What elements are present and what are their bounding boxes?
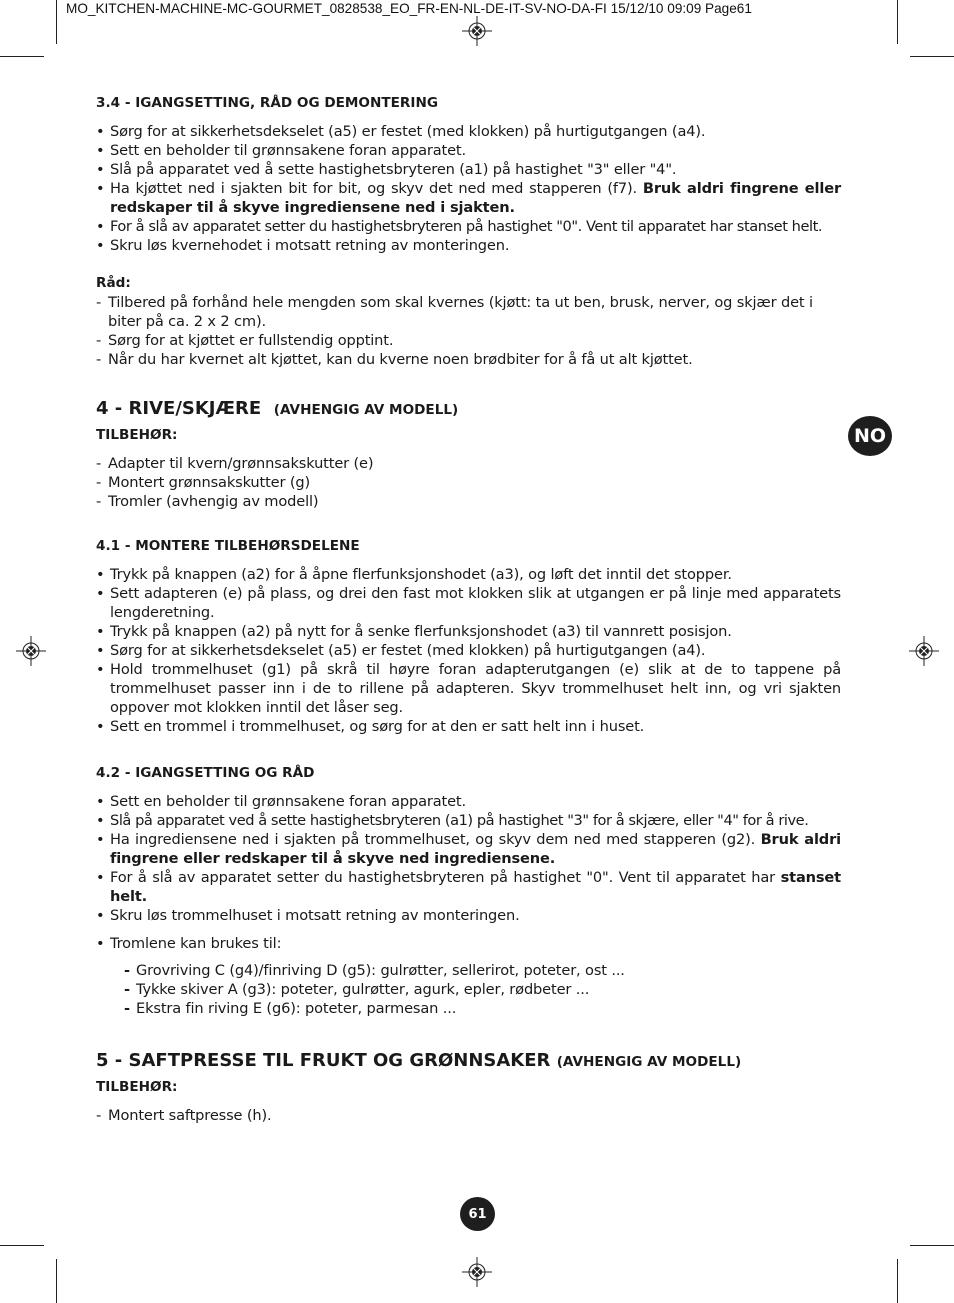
page-number: 61 <box>460 1197 495 1231</box>
list-item-text: Ha ingrediensene ned i sjakten på trommelhuset, og skyv dem ned med stapperen (g2). <box>110 831 761 848</box>
list-item-text: Ha kjøttet ned i sjakten bit for bit, og skyv det ned med stapperen (f7). <box>110 180 643 197</box>
section-5-title-note: (AVHENGIG AV MODELL) <box>556 1054 742 1070</box>
section-4-2-bullets <box>96 792 841 953</box>
list-item: • Tromlene kan brukes til: <box>96 934 841 953</box>
crop-mark-top-right-v <box>897 0 898 44</box>
list-item <box>96 868 841 906</box>
tips-list <box>96 293 841 369</box>
registration-mark-top-icon <box>462 16 492 46</box>
section-4-accessories <box>96 454 841 511</box>
list-item <box>96 830 841 868</box>
section-4-title-text: 4 - RIVE/SKJÆRE <box>96 398 262 419</box>
section-4-1-title: 4.1 - MONTERE TILBEHØRSDELENE <box>96 538 360 554</box>
list-item: • Sett en beholder til grønnsakene foran apparatet. <box>96 792 841 811</box>
section-4-accessories-label: TILBEHØR: <box>96 427 178 443</box>
list-item: - Sørg for at kjøttet er fullstendig opptint. <box>96 331 841 350</box>
list-item: • Sett en trommel i trommelhuset, og sørg for at den er satt helt inn i huset. <box>96 717 841 736</box>
drum-uses-list <box>96 961 841 1018</box>
registration-mark-bottom-icon <box>462 1257 492 1287</box>
list-item: - Tilbered på forhånd hele mengden som skal kvernes (kjøtt: ta ut ben, brusk, nerver, og skjær det i biter på ca. 2 x 2 cm). <box>96 293 841 331</box>
crop-mark-top-left-h <box>0 56 44 57</box>
list-item: • Skru løs trommelhuset i motsatt retning av monteringen. <box>96 906 841 925</box>
list-item-warning: Bruk aldri fingrene eller redskaper til å skyve ingrediensene ned i sjakten. <box>110 180 841 216</box>
list-item: • Trykk på knappen (a2) for å åpne flerfunksjonshodet (a3), og løft det inntil det stopper. <box>96 565 841 584</box>
crop-mark-top-left-v <box>56 0 57 44</box>
list-item: - Grovriving C (g4)/finriving D (g5): gulrøtter, sellerirot, poteter, ost ... <box>124 961 841 980</box>
section-5-accessories-label: TILBEHØR: <box>96 1079 178 1095</box>
list-item-text: For å slå av apparatet setter du hastighetsbryteren på hastighet "0". Vent til apparatet har <box>110 869 781 886</box>
language-badge: NO <box>848 416 892 456</box>
print-slug: MO_KITCHEN-MACHINE-MC-GOURMET_0828538_EO_FR-EN-NL-DE-IT-SV-NO-DA-FI 15/12/10 09:09 Page61 <box>66 1 752 16</box>
crop-mark-bottom-left-v <box>56 1259 57 1303</box>
list-item: • Sett adapteren (e) på plass, og drei den fast mot klokken slik at utgangen er på linje med apparatets lengderetning. <box>96 584 841 622</box>
list-item: • For å slå av apparatet setter du hastighetsbryteren på hastighet "0". Vent til apparatet har stanset helt. <box>96 217 841 236</box>
list-item: • Sett en beholder til grønnsakene foran apparatet. <box>96 141 841 160</box>
tips-label: Råd: <box>96 275 131 291</box>
list-item: - Montert grønnsakskutter (g) <box>96 473 841 492</box>
list-item: • Skru løs kvernehodet i motsatt retning av monteringen. <box>96 236 841 255</box>
list-item: • Hold trommelhuset (g1) på skrå til høyre foran adapterutgangen (e) slik at de to tappene på trommelhuset passer inn i de to rillene på adapteren. Skyv trommelhuset helt inn, og vri sjakten oppover mot klokken inntil det låser seg. <box>96 660 841 717</box>
crop-mark-top-right-h <box>910 56 954 57</box>
section-3-4-bullets <box>96 122 841 255</box>
list-item: - Tromler (avhengig av modell) <box>96 492 841 511</box>
list-item: - Adapter til kvern/grønnsakskutter (e) <box>96 454 841 473</box>
list-item: • Slå på apparatet ved å sette hastighetsbryteren (a1) på hastighet "3" for å skjære, eller "4" for å rive. <box>96 811 841 830</box>
section-4-2-title: 4.2 - IGANGSETTING OG RÅD <box>96 765 315 781</box>
section-4-1-bullets <box>96 565 841 736</box>
section-5-title <box>96 1050 841 1073</box>
list-item: • Slå på apparatet ved å sette hastighetsbryteren (a1) på hastighet "3" eller "4". <box>96 160 841 179</box>
list-item: • Trykk på knappen (a2) på nytt for å senke flerfunksjonshodet (a3) til vannrett posisjon. <box>96 622 841 641</box>
section-4-title <box>96 398 841 421</box>
registration-mark-left-icon <box>16 636 46 666</box>
list-item-warning: Bruk aldri fingrene eller redskaper til å skyve ned ingrediensene. <box>110 831 842 867</box>
page-content <box>96 94 841 1125</box>
list-item: - Når du har kvernet alt kjøttet, kan du kverne noen brødbiter for å få ut alt kjøttet. <box>96 350 841 369</box>
list-item: • Sørg for at sikkerhetsdekselet (a5) er festet (med klokken) på hurtigutgangen (a4). <box>96 122 841 141</box>
list-item: • Sørg for at sikkerhetsdekselet (a5) er festet (med klokken) på hurtigutgangen (a4). <box>96 641 841 660</box>
list-item-warning: stanset helt. <box>110 869 841 905</box>
registration-mark-right-icon <box>909 636 939 666</box>
section-5-accessories <box>96 1106 841 1125</box>
crop-mark-bottom-right-h <box>910 1245 954 1246</box>
list-item: - Ekstra fin riving E (g6): poteter, parmesan ... <box>124 999 841 1018</box>
list-item: - Tykke skiver A (g3): poteter, gulrøtter, agurk, epler, rødbeter ... <box>124 980 841 999</box>
crop-mark-bottom-right-v <box>897 1259 898 1303</box>
section-3-4-title: 3.4 - IGANGSETTING, RÅD OG DEMONTERING <box>96 95 438 111</box>
list-item <box>96 179 841 217</box>
crop-mark-bottom-left-h <box>0 1245 44 1246</box>
section-5-title-text: 5 - SAFTPRESSE TIL FRUKT OG GRØNNSAKER <box>96 1050 551 1071</box>
list-item: - Montert saftpresse (h). <box>96 1106 841 1125</box>
section-4-title-note: (AVHENGIG AV MODELL) <box>273 402 459 418</box>
